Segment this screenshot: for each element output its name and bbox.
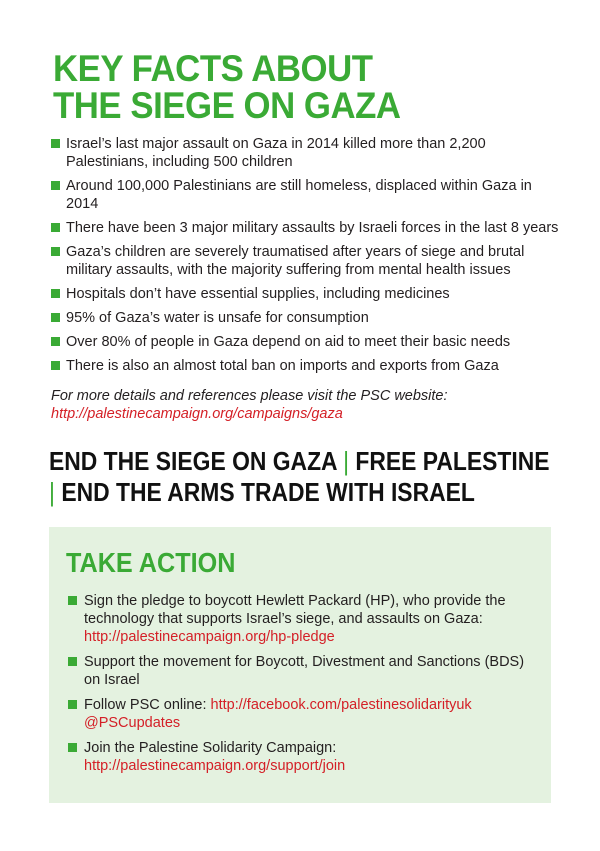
fact-item [51,219,561,237]
slogan-line-2 [49,477,507,508]
bullet-square-icon [51,337,60,346]
fact-item [51,177,561,213]
fact-item [51,309,561,327]
join-psc-link[interactable]: http://palestinecampaign.org/support/join [84,758,346,774]
fact-text: Over 80% of people in Gaza depend on aid to meet their basic needs [66,334,511,350]
fact-text: Around 100,000 Palestinians are still homeless, displaced within Gaza in 2014 [66,178,532,212]
fact-text: Israel’s last major assault on Gaza in 2014 killed more than 2,200 Palestinians, including 500 children [66,136,486,170]
action-text: Follow PSC online: [84,697,207,713]
fact-item [51,333,561,351]
bullet-square-icon [51,139,60,148]
slogan-end-siege: END THE SIEGE ON GAZA [49,446,337,476]
page-title [53,50,401,124]
fact-item [51,135,561,171]
action-text: Join the Palestine Solidarity Campaign: [84,740,337,756]
take-action-panel [49,527,551,803]
fact-item [51,285,561,303]
fact-text: There have been 3 major military assaults by Israeli forces in the last 8 years [66,220,559,236]
bullet-square-icon [51,247,60,256]
bullet-square-icon [68,700,77,709]
slogan-separator: | [49,477,55,507]
campaign-slogan [49,446,550,508]
fact-text: There is also an almost total ban on imports and exports from Gaza [66,358,499,374]
bullet-square-icon [51,361,60,370]
bullet-square-icon [51,289,60,298]
fact-item [51,243,561,279]
more-details [51,387,561,423]
slogan-free-palestine: FREE PALESTINE [355,446,550,476]
page-title-line-2: THE SIEGE ON GAZA [53,85,401,126]
hp-pledge-link[interactable]: http://palestinecampaign.org/hp-pledge [84,629,335,645]
action-text: Sign the pledge to boycott Hewlett Packard (HP), who provide the technology that supports Israel’s siege, and assaults on Gaza: [84,593,506,627]
psc-gaza-campaign-link[interactable]: http://palestinecampaign.org/campaigns/gaza [51,406,343,422]
bullet-square-icon [68,743,77,752]
facebook-link[interactable]: http://facebook.com/palestinesolidarityuk [210,697,472,713]
take-action-list [68,592,538,782]
bullet-square-icon [68,657,77,666]
action-item [68,696,538,732]
fact-text: Hospitals don’t have essential supplies, including medicines [66,286,450,302]
take-action-title: TAKE ACTION [66,547,236,578]
fact-text: 95% of Gaza’s water is unsafe for consumption [66,310,369,326]
fact-text: Gaza’s children are severely traumatised after years of siege and brutal military assaults, with the majority suffering from mental health issues [66,244,525,278]
key-facts-list [51,135,561,381]
fact-item [51,357,561,375]
slogan-arms-trade: END THE ARMS TRADE WITH ISRAEL [61,477,475,507]
action-item [68,592,538,646]
bullet-square-icon [51,223,60,232]
twitter-handle-link[interactable]: @PSCupdates [84,715,181,731]
bullet-square-icon [68,596,77,605]
bullet-square-icon [51,181,60,190]
bullet-square-icon [51,313,60,322]
action-text: Support the movement for Boycott, Divestment and Sanctions (BDS) on Israel [84,654,525,688]
action-item [68,739,538,775]
more-details-text: For more details and references please visit the PSC website: [51,388,448,404]
page-title-line-1: KEY FACTS ABOUT [53,48,373,89]
action-item [68,653,538,689]
slogan-separator: | [343,446,350,476]
slogan-line-1 [49,446,550,477]
